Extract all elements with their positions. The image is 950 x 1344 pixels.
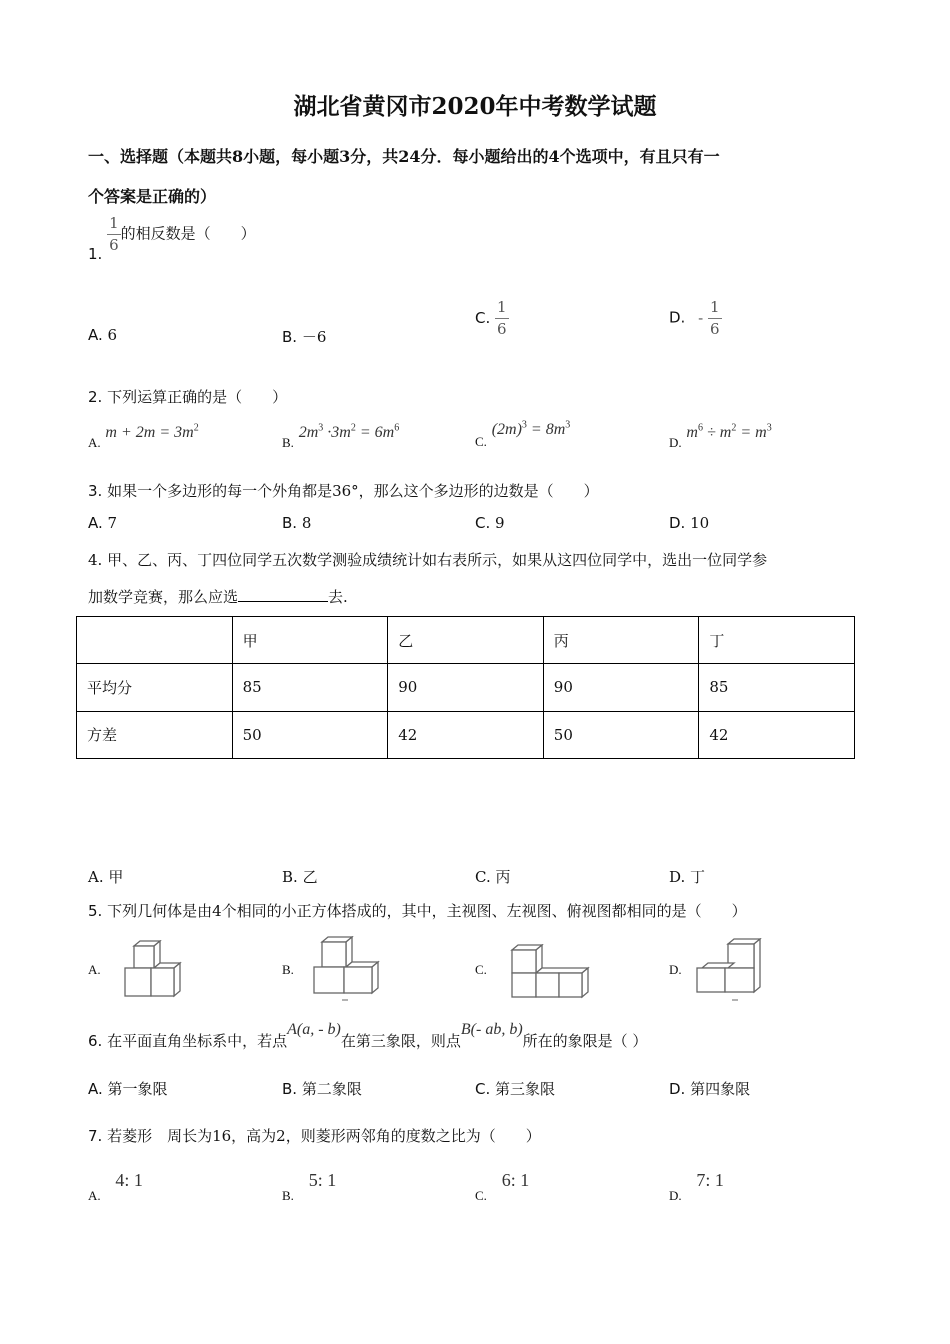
option-letter: C. [475, 868, 491, 886]
point-b-expression: B(- ab, b) [460, 1021, 523, 1038]
table-cell: 90 [388, 664, 544, 711]
q5-option-a-figure [120, 940, 184, 1000]
question-7 [88, 1125, 541, 1146]
minus-sign: - [698, 308, 704, 327]
math-expression [686, 424, 771, 441]
table-cell: 乙 [388, 617, 544, 664]
cube-front-face [322, 942, 346, 967]
question-number: 6. [88, 1032, 103, 1050]
option-letter: A. [88, 1188, 101, 1203]
exponent: 3 [766, 423, 772, 434]
question-number: 4. [88, 551, 103, 569]
q7-option-b[interactable] [282, 1170, 337, 1203]
cube-front-face [314, 967, 344, 993]
table-cell [77, 617, 233, 664]
expr-text: = 6m [355, 424, 395, 442]
cube-top-face [536, 968, 588, 973]
cube-front-face [536, 973, 559, 997]
q2-option-c[interactable] [475, 420, 571, 450]
option-value: 6 [107, 326, 118, 344]
option-letter: D. [669, 1188, 682, 1203]
q1-option-c[interactable] [475, 300, 509, 337]
exponent: 3 [521, 420, 527, 431]
expr-text: (2m) [491, 421, 522, 439]
cube-top-face [702, 963, 734, 968]
question-text: 在第三象限，则点 [340, 1032, 461, 1050]
option-letter: D. [669, 435, 682, 451]
question-text: 下列运算正确的是（ ） [107, 388, 288, 406]
table-cell: 85 [699, 664, 855, 711]
option-letter: B. [282, 962, 294, 977]
q5-option-b-figure [310, 936, 382, 1002]
option-value: 丁 [690, 868, 706, 886]
question-text: 所在的象限是（ ） [522, 1032, 648, 1050]
option-letter: D. [669, 868, 686, 886]
cube-front-face [125, 968, 151, 996]
math-expression [105, 424, 198, 441]
option-value: 4: 1 [115, 1170, 143, 1190]
question-4-line2 [88, 586, 348, 607]
option-letter: B. [282, 514, 298, 532]
question-number: 3. [88, 482, 103, 500]
q7-option-c[interactable] [475, 1170, 530, 1203]
option-letter: B. [282, 328, 298, 346]
option-letter: B. [282, 1080, 298, 1098]
q4-option-c[interactable] [475, 866, 511, 887]
cube-front-face [512, 950, 536, 973]
question-text: 在平面直角坐标系中，若点 [107, 1032, 288, 1050]
fraction [708, 300, 722, 337]
option-value: 10 [690, 514, 710, 532]
page-title: 湖北省黄冈市2020年中考数学试题 [293, 93, 657, 120]
cube-side-face [174, 963, 180, 996]
question-3 [88, 480, 599, 501]
numerator: 1 [708, 300, 722, 319]
cube-front-face [151, 968, 174, 996]
table-cell: 42 [388, 711, 544, 758]
cube-side-face [582, 968, 588, 997]
option-value: 甲 [108, 868, 124, 886]
numerator: 1 [107, 216, 121, 235]
q7-option-a[interactable] [88, 1170, 143, 1203]
q3-option-c[interactable] [475, 514, 505, 532]
exponent: 6 [394, 423, 400, 434]
option-value: 9 [495, 514, 505, 532]
exponent: 3 [565, 420, 571, 431]
question-5 [88, 900, 747, 921]
expr-text: ÷ m [702, 424, 732, 442]
numerator: 1 [495, 300, 509, 319]
q6-option-d[interactable] [669, 1078, 750, 1099]
section-heading-line2: 个答案是正确的） [88, 187, 217, 206]
q5-option-d-label[interactable] [669, 960, 682, 978]
option-value: 6: 1 [501, 1170, 530, 1190]
exponent: 3 [318, 423, 324, 434]
question-number: 5. [88, 902, 103, 920]
question-text: 去. [328, 588, 348, 606]
option-letter: A. [88, 435, 101, 451]
math-expression [492, 421, 571, 438]
score-table [76, 616, 855, 759]
option-letter: D. [669, 962, 682, 977]
option-letter: D. [669, 308, 686, 327]
table-cell: 85 [232, 664, 388, 711]
q2-option-b[interactable] [282, 423, 400, 451]
exponent: 6 [697, 423, 703, 434]
expr-text: m + 2m = 3m [105, 424, 194, 442]
q2-option-a[interactable] [88, 423, 199, 451]
table-cell: 50 [543, 711, 699, 758]
q5-option-a-label[interactable] [88, 960, 101, 978]
q5-option-d-figure [694, 938, 766, 1002]
option-letter: B. [282, 868, 298, 886]
denominator: 6 [709, 320, 720, 338]
expr-text: 2m [298, 424, 319, 442]
option-value: 乙 [302, 868, 318, 886]
cube-side-face [372, 962, 378, 993]
denominator: 6 [109, 236, 119, 254]
table-row [77, 711, 855, 758]
option-letter: A. [88, 514, 103, 532]
option-letter: C. [475, 962, 487, 977]
option-letter: A. [88, 1080, 103, 1098]
expr-text: = m [736, 424, 767, 442]
cube-front-face [697, 968, 725, 992]
q5-option-c-label[interactable] [475, 960, 487, 978]
answer-blank[interactable] [238, 587, 328, 602]
q7-option-d[interactable] [669, 1170, 724, 1203]
q4-option-d[interactable] [669, 866, 705, 887]
q5-option-b-label[interactable] [282, 960, 294, 978]
q6-option-b[interactable] [282, 1078, 362, 1099]
question-text: 下列几何体是由4个相同的小正方体搭成的，其中，主视图、左视图、俯视图都相同的是（ ） [107, 902, 747, 920]
question-text: 若菱形 周长为16，高为2，则菱形两邻角的度数之比为（ ） [107, 1127, 541, 1145]
table-cell: 50 [232, 711, 388, 758]
option-value: 7 [107, 514, 118, 532]
cube-front-face [725, 968, 754, 992]
question-2 [88, 386, 287, 407]
q2-option-d[interactable] [669, 423, 772, 451]
option-letter: D. [669, 1080, 686, 1098]
cube-side-face [754, 939, 760, 992]
q3-option-b[interactable] [282, 514, 311, 532]
table-row [77, 664, 855, 711]
section-heading-line1: 一、选择题（本题共8小题，每小题3分，共24分．每小题给出的4个选项中，有且只有一 [88, 147, 720, 166]
table-cell: 90 [543, 664, 699, 711]
option-letter: D. [669, 514, 686, 532]
q1-option-b[interactable] [282, 326, 326, 347]
question-number: 7. [88, 1127, 103, 1145]
cube-front-face [512, 973, 536, 997]
cube-front-face [134, 946, 154, 968]
option-value: 第三象限 [495, 1080, 556, 1098]
question-text: 加数学竞赛，那么应选 [88, 588, 239, 606]
cube-front-face [559, 973, 582, 997]
cube-front-face [344, 967, 372, 993]
question-number: 2. [88, 388, 103, 406]
option-value: 5: 1 [308, 1170, 337, 1190]
question-6 [88, 1021, 648, 1051]
q5-option-c-figure [508, 944, 592, 1000]
expr-text: m [686, 424, 698, 442]
exponent: 2 [193, 423, 199, 434]
table-cell: 丙 [543, 617, 699, 664]
exponent: 2 [350, 423, 356, 434]
option-letter: A. [88, 962, 101, 977]
option-value: 8 [301, 514, 312, 532]
option-value: 第四象限 [690, 1080, 751, 1098]
q3-option-d[interactable] [669, 514, 709, 532]
option-letter: B. [282, 1188, 294, 1203]
question-text: 甲、乙、丙、丁四位同学五次数学测验成绩统计如右表所示，如果从这四位同学中，选出一位同学参 [107, 551, 768, 569]
expr-text: = 8m [526, 421, 566, 439]
q4-option-a[interactable] [88, 866, 123, 887]
option-value: 丙 [495, 868, 511, 886]
option-letter: C. [475, 1080, 491, 1098]
question-4-line1 [88, 549, 767, 570]
q3-option-a[interactable] [88, 514, 117, 532]
q1-option-a[interactable] [88, 326, 117, 344]
option-letter: C. [475, 1188, 487, 1203]
table-cell: 方差 [77, 711, 233, 758]
option-letter: C. [475, 514, 491, 532]
fraction [107, 216, 121, 253]
option-value: －6 [301, 328, 327, 346]
q6-option-c[interactable] [475, 1078, 555, 1099]
option-letter: C. [475, 434, 487, 450]
table-cell: 42 [699, 711, 855, 758]
question-text: 的相反数是（ ） [120, 224, 256, 243]
question-1 [88, 214, 256, 263]
question-number: 1. [88, 244, 103, 263]
fraction [495, 300, 509, 337]
exponent: 2 [731, 423, 737, 434]
option-value: 第一象限 [107, 1080, 168, 1098]
q1-option-d[interactable] [669, 300, 722, 337]
denominator: 6 [497, 320, 507, 338]
table-cell: 平均分 [77, 664, 233, 711]
option-value: 第二象限 [301, 1080, 362, 1098]
table-cell: 丁 [699, 617, 855, 664]
table-header-row [77, 617, 855, 664]
q6-option-a[interactable] [88, 1078, 168, 1099]
option-letter: C. [475, 308, 491, 327]
option-letter: B. [282, 435, 294, 451]
table-cell: 甲 [232, 617, 388, 664]
point-a-expression: A(a, - b) [287, 1021, 341, 1038]
option-value: 7: 1 [696, 1170, 724, 1190]
option-letter: A. [88, 868, 104, 886]
expr-text: ·3m [323, 424, 351, 442]
math-expression [299, 424, 399, 441]
question-text: 如果一个多边形的每一个外角都是36°，那么这个多边形的边数是（ ） [107, 482, 599, 500]
q4-option-b[interactable] [282, 866, 318, 887]
option-letter: A. [88, 326, 103, 344]
